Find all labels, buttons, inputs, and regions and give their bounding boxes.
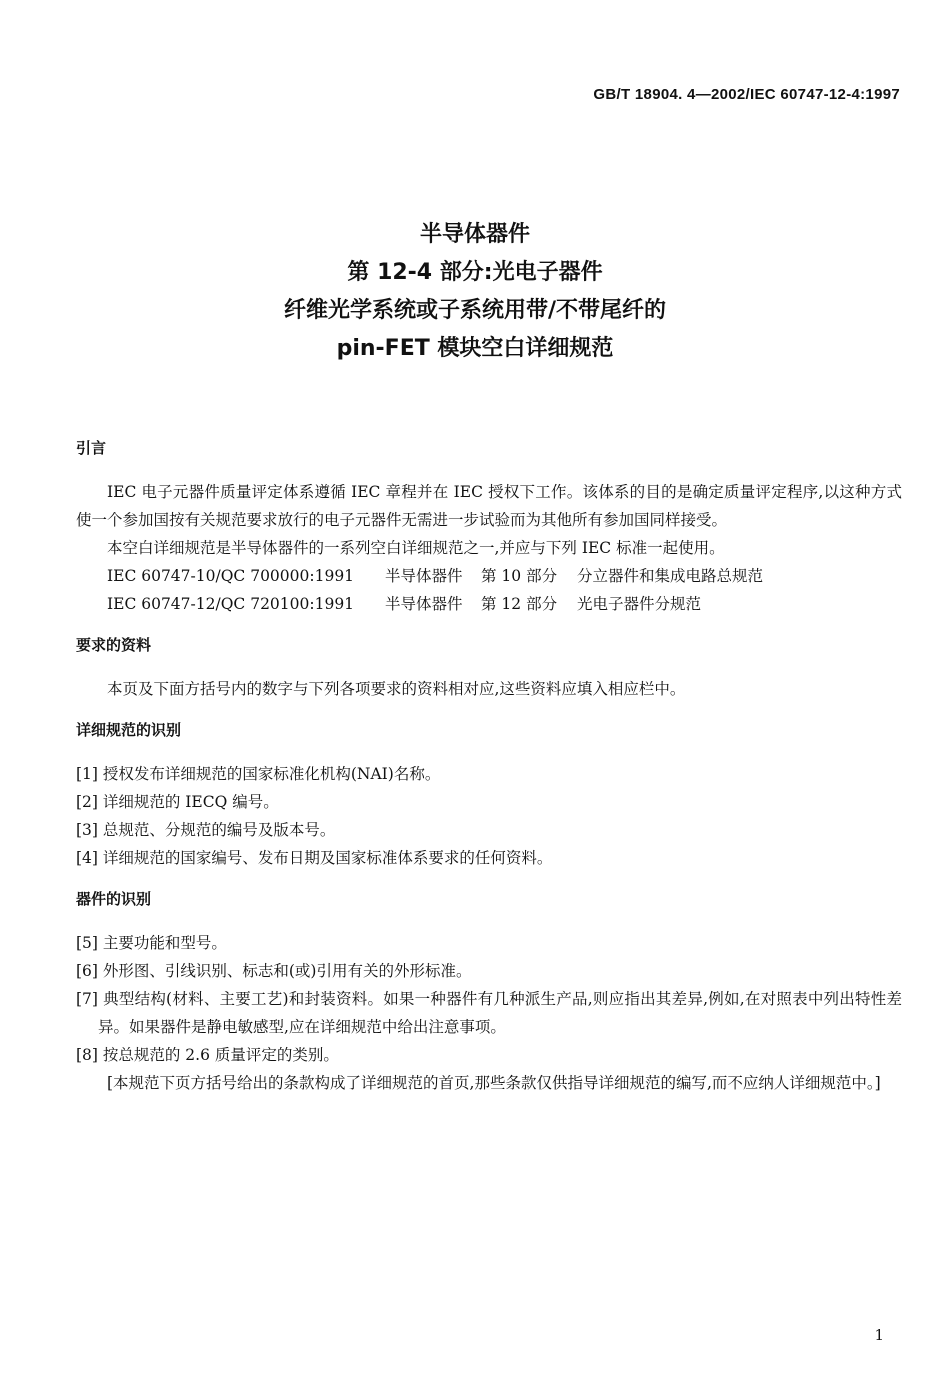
list-item: [6] 外形图、引线识别、标志和(或)引用有关的外形标准。 — [76, 962, 472, 980]
list-item: [7] 典型结构(材料、主要工艺)和封装资料。如果一种器件有几种派生产品,则应指出其差异,例如,在对照表中列出特性差异。如果器件是静电敏感型,应在详细规范中给出注意事项。 — [76, 990, 902, 1036]
document-body — [76, 433, 902, 1097]
list-item: [3] 总规范、分规范的编号及版本号。 — [76, 821, 336, 839]
document-title — [0, 216, 950, 368]
reference-code: IEC 60747-12/QC 720100:1991 — [107, 595, 355, 613]
list-item: [8] 按总规范的 2.6 质量评定的类别。 — [76, 1046, 339, 1064]
list-item: [1] 授权发布详细规范的国家标准化机构(NAI)名称。 — [76, 765, 441, 783]
reference-type: 半导体器件 — [385, 567, 463, 585]
title-line-2: 第 12-4 部分:光电子器件 — [347, 260, 603, 285]
reference-part: 第 12 部分 — [481, 595, 558, 613]
device-id-heading: 器件的识别 — [76, 890, 152, 908]
reference-row — [76, 590, 902, 618]
editorial-note: [本规范下页方括号给出的条款构成了详细规范的首页,那些条款仅供指导详细规范的编写,而不应纳人详细规范中。] — [107, 1074, 881, 1092]
required-info-paragraph: 本页及下面方括号内的数字与下列各项要求的资料相对应,这些资料应填入相应栏中。 — [107, 680, 686, 698]
standard-code: GB/T 18904. 4—2002/IEC 60747-12-4:1997 — [593, 86, 900, 103]
required-info-heading: 要求的资料 — [76, 636, 152, 654]
intro-heading: 引言 — [76, 439, 107, 457]
intro-paragraph-2: 本空白详细规范是半导体器件的一系列空白详细规范之一,并应与下列 IEC 标准一起使用。 — [107, 539, 725, 557]
reference-code: IEC 60747-10/QC 700000:1991 — [107, 567, 355, 585]
list-item: [5] 主要功能和型号。 — [76, 934, 227, 952]
list-item: [4] 详细规范的国家编号、发布日期及国家标准体系要求的任何资料。 — [76, 849, 553, 867]
title-line-3: 纤维光学系统或子系统用带/不带尾纤的 — [283, 298, 667, 323]
page-number: 1 — [874, 1326, 884, 1344]
reference-row — [76, 562, 902, 590]
reference-name: 光电子器件分规范 — [577, 595, 702, 613]
intro-paragraph-1: IEC 电子元器件质量评定体系遵循 IEC 章程并在 IEC 授权下工作。该体系的目的是确定质量评定程序,以这种方式使一个参加国按有关规范要求放行的电子元器件无需进一步试验而为其他所有参加国同样接受。 — [76, 483, 902, 529]
spec-id-heading: 详细规范的识别 — [76, 721, 182, 739]
reference-type: 半导体器件 — [385, 595, 463, 613]
reference-part: 第 10 部分 — [481, 567, 558, 585]
title-line-1: 半导体器件 — [419, 222, 530, 247]
list-item: [2] 详细规范的 IECQ 编号。 — [76, 793, 279, 811]
reference-name: 分立器件和集成电路总规范 — [577, 567, 764, 585]
title-line-4: pin-FET 模块空白详细规范 — [336, 336, 614, 361]
